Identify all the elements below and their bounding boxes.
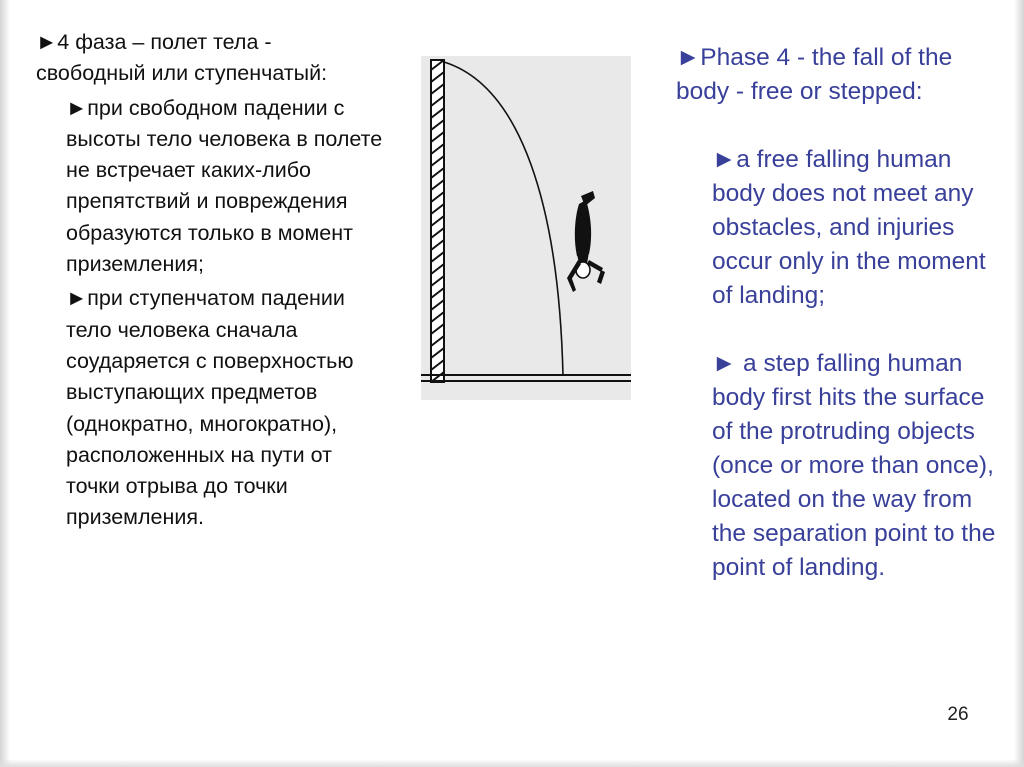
english-text-column (676, 41, 1006, 585)
english-bullet-free-fall: ►a free falling human body does not meet any obstacles, and injuries occur only in the moment of landing; (712, 146, 986, 309)
russian-heading: ►4 фаза – полет тела - свободный или ступенчатый: (36, 30, 328, 86)
russian-text-column (36, 27, 386, 534)
slide-bottom-edge-shadow (0, 759, 1024, 767)
slide-left-edge-shadow (0, 0, 10, 767)
russian-bullet-free-fall: ►при свободном падении с высоты тело человека в полете не встречает каких-либо препятствий и повреждения образуются только в момент приземления; (66, 95, 383, 277)
russian-bullet-stepped-fall: ►при ступенчатом падении тело человека сначала соударяется с поверхностью выступающих предметов (однократно, многократно), расположенных на пути от точки отрыва до точки приземления. (66, 286, 354, 530)
wall-hatching (431, 60, 444, 382)
slide-right-edge-shadow (1014, 0, 1024, 767)
fall-trajectory-curve (444, 62, 563, 376)
fall-trajectory-figure (421, 56, 631, 400)
falling-person-icon (567, 191, 605, 292)
english-heading: ►Phase 4 - the fall of the body - free or stepped: (676, 44, 953, 105)
falling-body-illustration (421, 56, 631, 400)
page-number: 26 (947, 704, 969, 725)
english-bullet-stepped-fall: ► a step falling human body first hits the surface of the protruding objects (once or more than once), located on the way from the separation point to the point of landing. (712, 350, 996, 581)
